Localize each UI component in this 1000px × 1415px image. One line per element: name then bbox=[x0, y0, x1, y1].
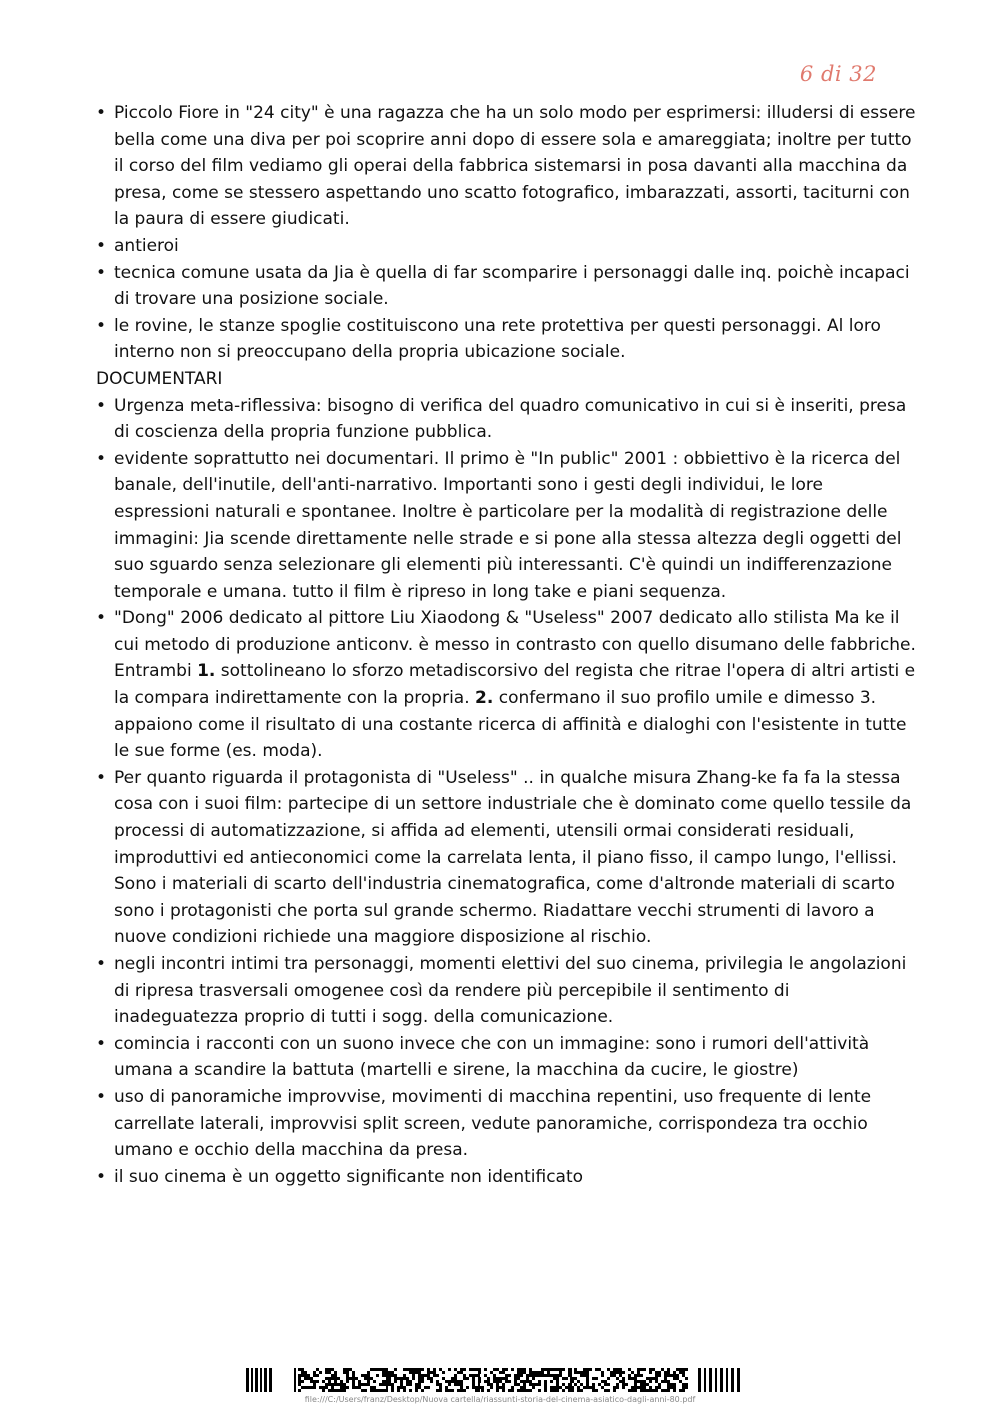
dong-marker-1: 1. bbox=[197, 661, 216, 682]
barcode-graphic bbox=[246, 1368, 746, 1392]
list-item: • Per quanto riguarda il protagonista di "Useless" .. in qualche misura Zhang-ke fa fa la stessa cosa con i suoi film: partecipe di un settore industriale che è dominato come quello tessile da processi di automatizzazione, si affida ad elementi, utensili ormai considerati residuali, improduttivi ed antieconomici come la carrelata lenta, il piano fisso, il campo lungo, l'ellissi. Sono i materiali di scarto dell'industria cinematografica, come d'altronde materiali di scarto sono i protagonisti che porta sul grande schermo. Riadattare vecchi strumenti di lavoro a nuove condizioni richiede una maggiore disposizione al rischio. bbox=[96, 765, 916, 951]
barcode bbox=[246, 1368, 746, 1392]
bullet-list-documentaries bbox=[96, 393, 916, 1191]
list-item: • le rovine, le stanze spoglie costituiscono una rete protettiva per questi personaggi. Al loro interno non si preoccupano della propria ubicazione sociale. bbox=[96, 313, 916, 366]
list-item: • il suo cinema è un oggetto significante non identificato bbox=[96, 1164, 916, 1191]
list-item: • uso di panoramiche improvvise, movimenti di macchina repentini, uso frequente di lente carrellate laterali, improvvisi split screen, vedute panoramiche, corrispondeza tra occhio umano e occhio della macchina da presa. bbox=[96, 1084, 916, 1164]
dong-text-part-3: confermano il suo profilo umile e dimesso 3. appaiono come il risultato di una costante ricerca di affinità e dialoghi con l'esistente in tutte le sue forme (es. moda). bbox=[114, 688, 907, 762]
dong-marker-2: 2. bbox=[475, 688, 494, 709]
dong-text-part-2: sottolineano lo sforzo metadiscorsivo del regista che ritrae l'opera di altri artisti e la compara indirettamente con la propria. bbox=[114, 661, 916, 709]
list-item: • negli incontri intimi tra personaggi, momenti elettivi del suo cinema, privilegia le angolazioni di ripresa trasversali omogenee così da rendere più percepibile il sentimento di inadeguatezza proprio di tutti i sogg. della comunicazione. bbox=[96, 951, 916, 1031]
list-item: • tecnica comune usata da Jia è quella di far scomparire i personaggi dalle inq. poichè incapaci di trovare una posizione sociale. bbox=[96, 260, 916, 313]
dong-text-part-1: "Dong" 2006 dedicato al pittore Liu Xiaodong & "Useless" 2007 dedicato allo stilista Ma ke il cui metodo di produzione anticonv. è messo in contrasto con quello disumano delle fabbriche. Entrambi bbox=[114, 608, 916, 682]
list-item: • evidente soprattutto nei documentari. Il primo è "In public" 2001 : obbiettivo è la ricerca del banale, dell'inutile, dell'anti-narrativo. Importanti sono i gesti degli individui, le lore espressioni naturali e spontanee. Inoltre è particolare per la modalità di registrazione delle immagini: Jia scende direttamente nelle strade e si pone alla stessa altezza degli oggetti del suo sguardo senza selezionare gli elementi più interessanti. C'è quindi un indifferenzazione temporale e umana. tutto il film è ripreso in long take e piani sequenza. bbox=[96, 446, 916, 606]
bullet-list-characters bbox=[96, 100, 916, 366]
page-number: 6 di 32 bbox=[799, 62, 877, 86]
list-item: • comincia i racconti con un suono invece che con un immagine: sono i rumori dell'attività umana a scandire la battuta (martelli e sirene, la macchina da cucire, le giostre) bbox=[96, 1031, 916, 1084]
list-item: • Piccolo Fiore in "24 city" è una ragazza che ha un solo modo per esprimersi: illudersi di essere bella come una diva per poi scoprire anni dopo di essere sola e amareggiata; inoltre per tutto il corso del film vediamo gli operai della fabbrica sistemarsi in posa davanti alla macchina da presa, come se stessero aspettando uno scatto fotografico, imbarazzati, assorti, taciturni con la paura di essere giudicati. bbox=[96, 100, 916, 233]
list-item-dong bbox=[96, 605, 916, 765]
footer-file-path: file:///C:/Users/franz/Desktop/Nuova cartella/riassunti-storia-del-cinema-asiatico-dagli-anni-80.pdf bbox=[304, 1395, 696, 1404]
list-item: • antieroi bbox=[96, 233, 916, 260]
list-item: • Urgenza meta-riflessiva: bisogno di verifica del quadro comunicativo in cui si è inseriti, presa di coscienza della propria funzione pubblica. bbox=[96, 393, 916, 446]
section-heading-documentari: DOCUMENTARI bbox=[96, 368, 223, 389]
document-body bbox=[96, 100, 916, 1190]
